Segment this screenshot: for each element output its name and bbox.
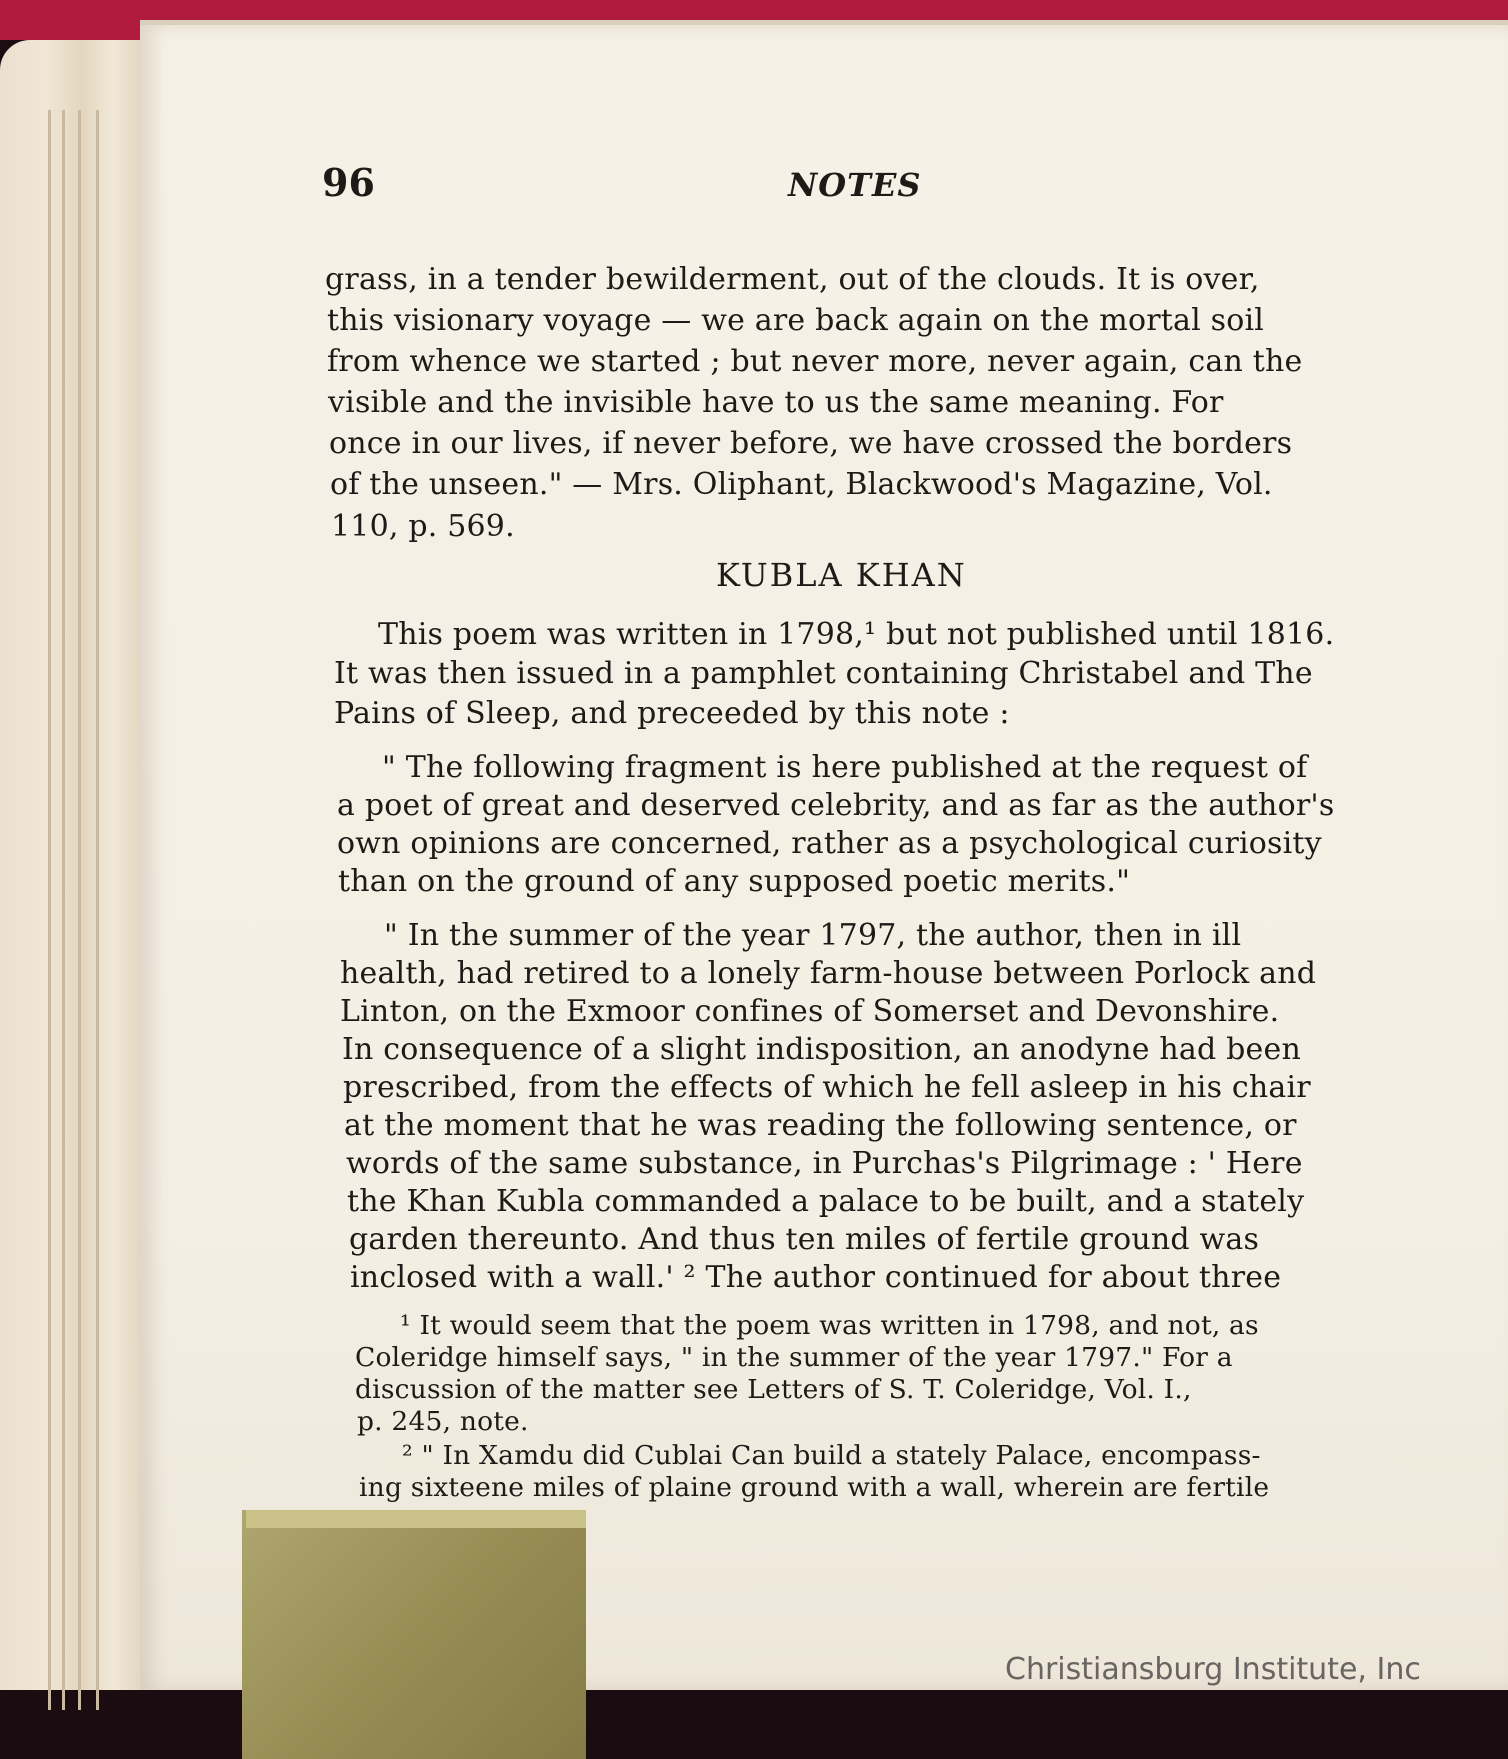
page-stack xyxy=(0,40,150,1690)
quote-line: In consequence of a slight indisposition, an anodyne had been xyxy=(342,1032,1301,1067)
footnote-line: ² " In Xamdu did Cublai Can build a stately Palace, encompass- xyxy=(402,1440,1261,1471)
intro-line: Pains of Sleep, and preceeded by this note : xyxy=(334,696,1010,731)
section-title: KUBLA KHAN xyxy=(716,556,967,594)
page-edge-line xyxy=(78,110,81,1710)
quote-line: than on the ground of any supposed poetic merits." xyxy=(338,864,1131,899)
quote-line: " The following fragment is here published at the request of xyxy=(382,750,1308,785)
quote-line: prescribed, from the effects of which he fell asleep in his chair xyxy=(343,1070,1311,1105)
quote-line: the Khan Kubla commanded a palace to be built, and a stately xyxy=(347,1184,1305,1219)
quote-line: health, had retired to a lonely farm-house between Porlock and xyxy=(340,956,1317,991)
running-title: NOTES xyxy=(788,166,922,204)
quote-line: own opinions are concerned, rather as a psychological curiosity xyxy=(337,826,1322,861)
passage-line: from whence we started ; but never more, never again, can the xyxy=(327,344,1303,379)
watermark: Christiansburg Institute, Inc xyxy=(1005,1652,1421,1687)
footnote-line: Coleridge himself says, " in the summer of the year 1797." For a xyxy=(355,1342,1233,1373)
quote-line: Linton, on the Exmoor confines of Somerset and Devonshire. xyxy=(340,994,1280,1029)
footnote-line: ¹ It would seem that the poem was written in 1798, and not, as xyxy=(400,1310,1259,1341)
page-edge-line xyxy=(62,110,65,1710)
passage-line: visible and the invisible have to us the same meaning. For xyxy=(328,385,1224,420)
footnote-line: ing sixteene miles of plaine ground with a wall, wherein are fertile xyxy=(359,1472,1270,1503)
page-number: 96 xyxy=(322,160,375,205)
background-shadow xyxy=(0,1680,1508,1759)
brass-page-holder-top xyxy=(246,1510,586,1528)
quote-line: a poet of great and deserved celebrity, and as far as the author's xyxy=(337,788,1335,823)
intro-line: This poem was written in 1798,¹ but not published until 1816. xyxy=(378,617,1335,652)
footnote-line: p. 245, note. xyxy=(357,1406,529,1437)
passage-line: of the unseen." — Mrs. Oliphant, Blackwood's Magazine, Vol. xyxy=(330,467,1273,502)
passage-line: 110, p. 569. xyxy=(331,509,515,544)
passage-line: once in our lives, if never before, we have crossed the borders xyxy=(329,426,1293,461)
brass-page-holder xyxy=(242,1510,586,1759)
passage-line: grass, in a tender bewilderment, out of the clouds. It is over, xyxy=(325,262,1260,297)
footnote-line: discussion of the matter see Letters of S. T. Coleridge, Vol. I., xyxy=(355,1374,1192,1405)
quote-line: at the moment that he was reading the following sentence, or xyxy=(344,1108,1297,1143)
quote-line: garden thereunto. And thus ten miles of fertile ground was xyxy=(349,1222,1260,1257)
intro-line: It was then issued in a pamphlet containing Christabel and The xyxy=(334,656,1313,691)
quote-line: " In the summer of the year 1797, the author, then in ill xyxy=(384,918,1242,953)
quote-line: inclosed with a wall.' ² The author continued for about three xyxy=(350,1260,1282,1295)
page-edge-line xyxy=(48,110,51,1710)
passage-line: this visionary voyage — we are back again on the mortal soil xyxy=(327,303,1265,338)
quote-line: words of the same substance, in Purchas's Pilgrimage : ' Here xyxy=(346,1146,1303,1181)
page-edge-line xyxy=(96,110,99,1710)
